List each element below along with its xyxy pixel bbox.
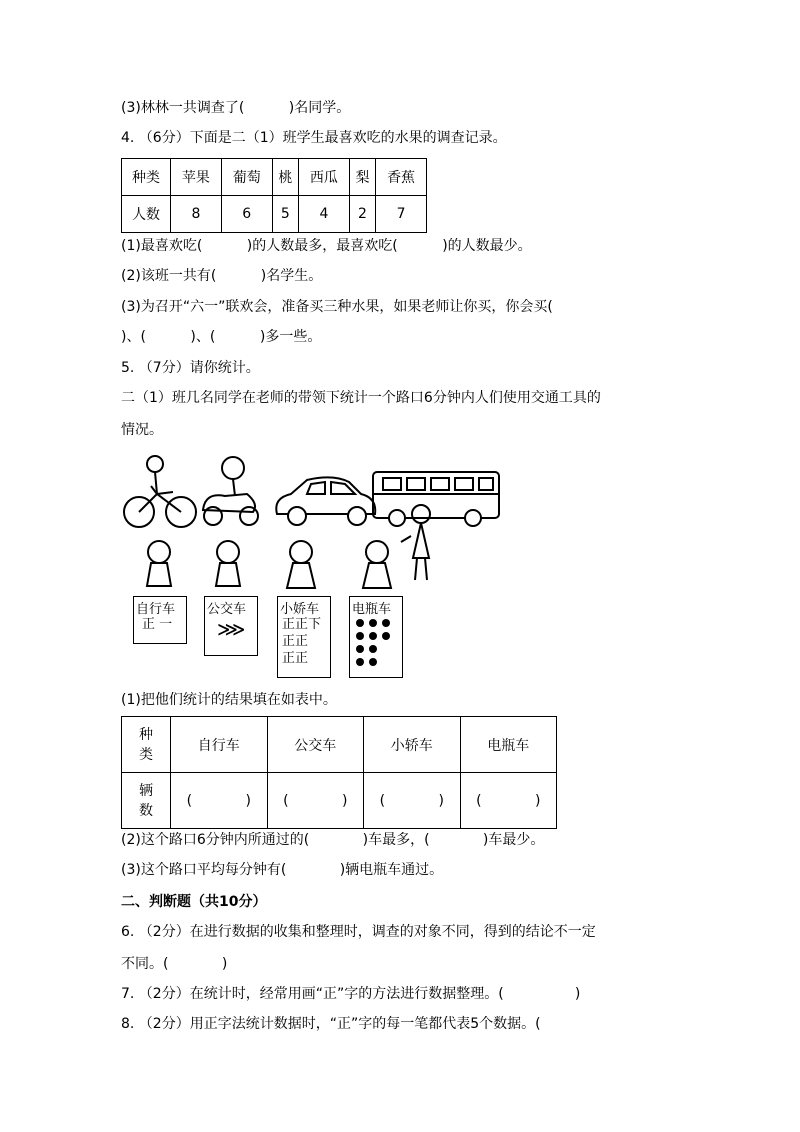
q7: 7. （2分）在统计时，经常用画“正”字的方法进行数据整理。( )	[121, 986, 581, 1002]
tally-card-bus	[204, 596, 258, 656]
tally-card-title: 公交车	[207, 602, 247, 617]
q4-2: (2)该班一共有( )名学生。	[121, 268, 323, 284]
table-cell: 桃	[272, 159, 298, 196]
table-cell: 小轿车	[364, 717, 461, 773]
table-row	[122, 717, 557, 773]
q5-desc-1: 二（1）班几名同学在老师的带领下统计一个路口6分钟内人们使用交通工具的	[121, 390, 601, 406]
answer-blank[interactable]: ( )	[267, 773, 364, 829]
bus-icon	[373, 472, 499, 526]
table-row	[122, 196, 427, 233]
table-cell: 西瓜	[298, 159, 349, 196]
q4-3a: (3)为召开“六一”联欢会，准备买三种水果，如果老师让你买，你会买(	[121, 299, 553, 315]
table-cell: 苹果	[171, 159, 222, 196]
table-cell: 人数	[122, 196, 171, 233]
tally-card-ebike	[349, 596, 403, 678]
table-cell: 公交车	[267, 717, 364, 773]
q5-title: 5. （7分）请你统计。	[121, 360, 260, 376]
table-cell: 梨	[349, 159, 375, 196]
table-cell: 辆 数	[122, 773, 171, 829]
q4-3b: )、( )、( )多一些。	[121, 329, 322, 345]
q8: 8. （2分）用正字法统计数据时，“正”字的每一笔都代表5个数据。(	[121, 1016, 541, 1032]
traffic-illustration	[121, 448, 681, 680]
table-row	[122, 773, 557, 829]
car-icon	[276, 477, 375, 525]
bicycle-icon	[124, 456, 196, 527]
q5-1: (1)把他们统计的结果填在如表中。	[121, 692, 337, 708]
table-cell: 5	[272, 196, 298, 233]
table-cell: 自行车	[171, 717, 268, 773]
answer-blank[interactable]: ( )	[364, 773, 461, 829]
q3-line: (3)林林一共调查了( )名同学。	[121, 100, 351, 116]
section-title: 二、判断题（共10分）	[121, 894, 267, 910]
q5-2: (2)这个路口6分钟内所通过的( )车最多，( )车最少。	[121, 832, 545, 848]
table-cell: 8	[171, 196, 222, 233]
q4-1: (1)最喜欢吃( )的人数最多，最喜欢吃( )的人数最少。	[121, 238, 532, 254]
q5-desc-2: 情况。	[121, 422, 163, 438]
fruit-table	[121, 158, 427, 233]
tally-marks: 正正下 正正 正正	[282, 617, 322, 666]
table-cell: 7	[376, 196, 427, 233]
ebike-dots	[350, 617, 402, 677]
table-cell: 4	[298, 196, 349, 233]
tally-card-title: 小娇车	[280, 602, 320, 617]
tally-card-car	[277, 596, 331, 678]
children-icons	[147, 541, 391, 588]
tally-card-title: 电瓶车	[352, 602, 392, 617]
traffic-table	[121, 716, 557, 829]
table-cell: 2	[349, 196, 375, 233]
scooter-icon	[203, 457, 258, 525]
answer-blank[interactable]: ( )	[171, 773, 268, 829]
q5-3: (3)这个路口平均每分钟有( )辆电瓶车通过。	[121, 862, 444, 878]
tally-card-bicycle	[133, 596, 187, 644]
table-cell: 葡萄	[221, 159, 272, 196]
q6a: 6. （2分）在进行数据的收集和整理时，调查的对象不同，得到的结论不一定	[121, 924, 596, 940]
table-cell: 种类	[122, 159, 171, 196]
q6b: 不同。( )	[121, 956, 228, 972]
answer-blank[interactable]: ( )	[460, 773, 557, 829]
table-cell: 种 类	[122, 717, 171, 773]
table-cell: 电瓶车	[460, 717, 557, 773]
table-row	[122, 159, 427, 196]
tally-card-title: 自行车	[136, 602, 176, 617]
table-cell: 6	[221, 196, 272, 233]
q4-title: 4. （6分）下面是二（1）班学生最喜欢吃的水果的调查记录。	[121, 130, 507, 146]
tally-marks: ⋙	[217, 617, 246, 641]
tally-marks: 正 一	[142, 617, 173, 632]
table-cell: 香蕉	[376, 159, 427, 196]
